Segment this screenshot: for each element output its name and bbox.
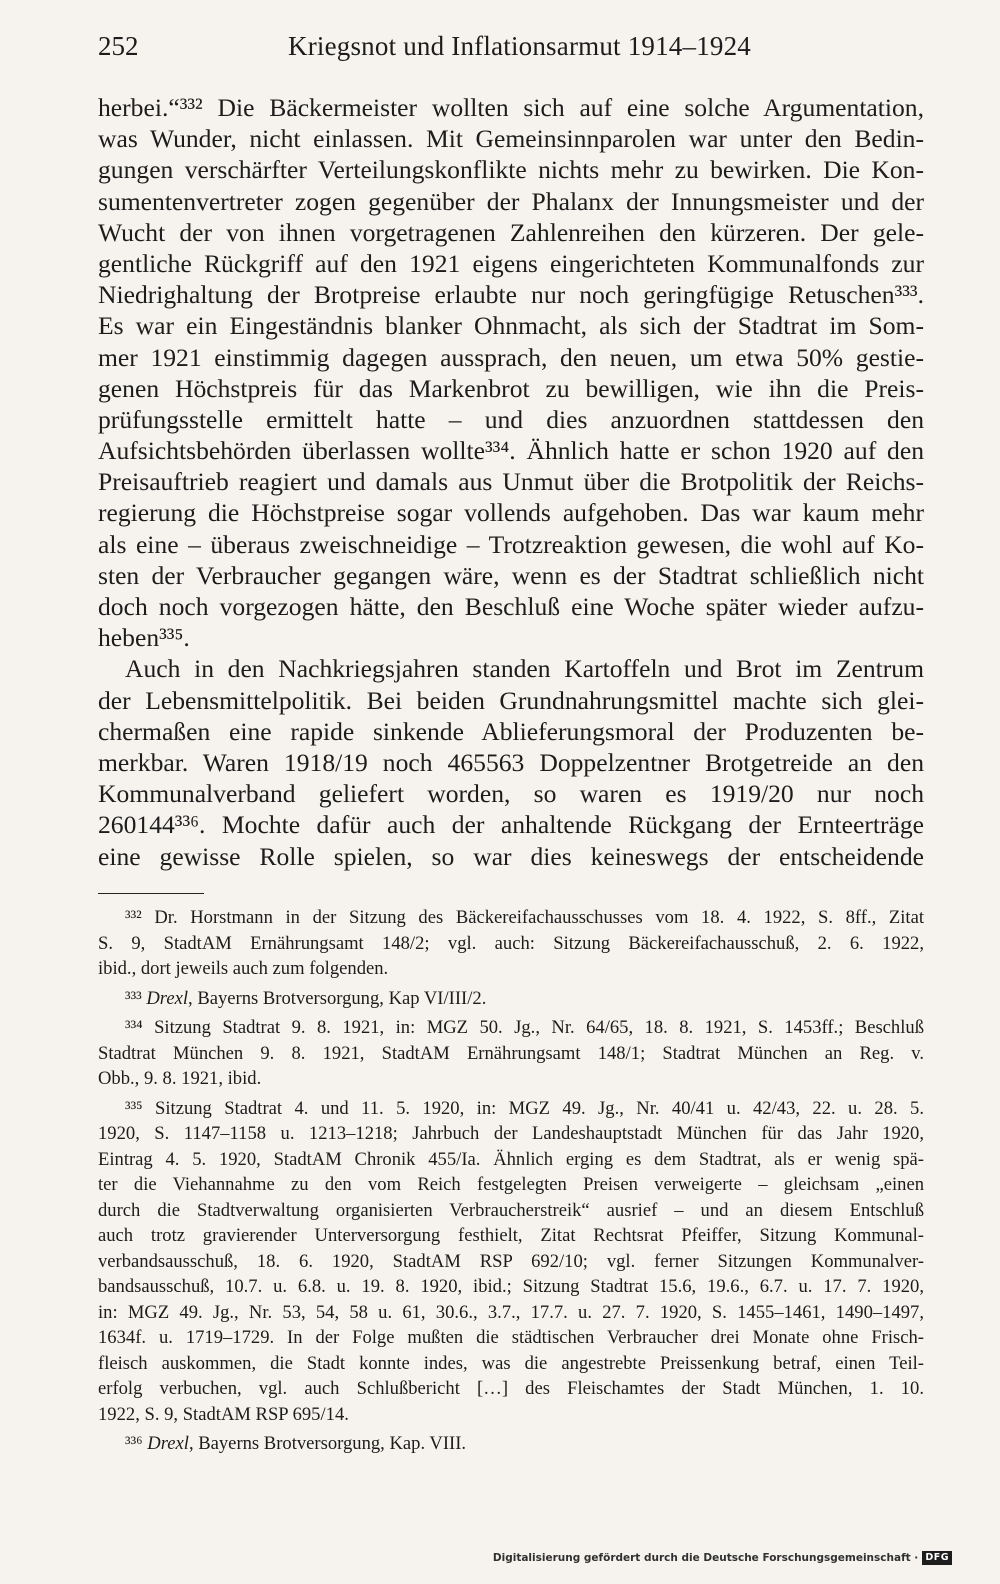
footnote-335-line: 1922, S. 9, StadtAM RSP 695/14. (98, 1403, 349, 1425)
footnote-335-line: bandsausschuß, 10.7. u. 6.8. u. 19. 8. 1920, ibid.; Sitzung Stadtrat 15.6, 19.6., 6.7. u. 17. 7. 1920, (98, 1276, 924, 1297)
body-line: herbei.“³³² Die Bäckermeister wollten sich auf eine solche Argumentation, (98, 93, 924, 122)
body-line: gungen verschärfter Verteilungskonflikte nichts mehr zu bewirken. Die Kon- (98, 155, 924, 185)
footnote-332-line: ³³² Dr. Horstmann in der Sitzung des Bäckereifachausschusses vom 18. 4. 1922, S. 8ff., Zitat (125, 907, 924, 928)
footnote-335-line: ³³⁵ Sitzung Stadtrat 4. und 11. 5. 1920, in: MGZ 49. Jg., Nr. 40/41 u. 42/43, 22. u. 28. 5. (125, 1097, 924, 1119)
digitization-credit (493, 1550, 952, 1566)
body-line: prüfungsstelle ermittelt hatte – und dies anzuordnen stattdessen den (98, 404, 924, 434)
footnote-335-line: 1920, S. 1147–1158 u. 1213–1218; Jahrbuch der Landeshauptstadt München für das Jahr 1920, (98, 1123, 924, 1144)
body-line: Auch in den Nachkriegsjahren standen Kartoffeln und Brot im Zentrum (125, 654, 924, 684)
footnote-separator (98, 893, 204, 894)
page-number: 252 (98, 31, 139, 61)
body-line: Es war ein Eingeständnis blanker Ohnmacht, als sich der Stadtrat im Som- (98, 311, 924, 341)
footnote-335-line: 1634f. u. 1719–1729. In der Folge mußten die städtischen Verbraucher drei Monate ohne Frisch- (98, 1327, 924, 1348)
body-line: genen Höchstpreis für das Markenbrot zu bewilligen, wie ihn die Preis- (98, 373, 924, 403)
body-line: Niedrighaltung der Brotpreise erlaubte nur noch geringfügige Retuschen³³³. (98, 280, 924, 310)
body-line: Preisauftrieb reagiert und damals aus Unmut über die Brotpolitik der Reichs- (98, 467, 924, 497)
footnote-335-line: fleisch auskommen, die Stadt konnte indes, was die angestrebte Preissenkung betraf, einen Teil- (98, 1352, 924, 1374)
footnote-334-line: Stadtrat München 9. 8. 1921, StadtAM Ernährungsamt 148/1; Stadtrat München an Reg. v. (98, 1042, 924, 1064)
body-line: als eine – überaus zweischneidige – Trotzreaktion gewesen, die wohl auf Ko- (98, 529, 924, 559)
body-line: sumentenvertreter zogen gegenüber der Phalanx der Innungsmeister und der (98, 186, 924, 216)
dfg-logo: DFG (922, 1551, 952, 1565)
running-title: Kriegsnot und Inflationsarmut 1914–1924 (288, 31, 751, 61)
footnote-333-line: ³³³ Drexl, Bayerns Brotversorgung, Kap VI/III/2. (125, 987, 487, 1009)
footnote-332-line: S. 9, StadtAM Ernährungsamt 148/2; vgl. auch: Sitzung Bäckereifachausschuß, 2. 6. 1922, (98, 932, 924, 954)
body-line: 260144³³⁶. Mochte dafür auch der anhaltende Rückgang der Ernteerträge (98, 810, 924, 840)
footnote-335-line: durch die Stadtverwaltung organisierten Verbraucherstreik“ ausrief – und an diesem Entschluß (98, 1199, 924, 1221)
main-text (98, 92, 924, 872)
body-line: doch noch vorgezogen hätte, den Beschluß eine Woche später wieder aufzu- (98, 592, 924, 621)
footnote-335-line: verbandsausschuß, 18. 6. 1920, StadtAM RSP 692/10; vgl. ferner Sitzungen Kommunalver- (98, 1250, 924, 1272)
body-line: mer 1921 einstimmig dagegen aussprach, den neuen, um etwa 50% gestie- (98, 342, 924, 372)
body-line: was Wunder, nicht einlassen. Mit Gemeinsinnparolen war unter den Bedin- (98, 124, 924, 154)
footnote-335-line: Eintrag 4. 5. 1920, StadtAM Chronik 455/Ia. Ähnlich erging es dem Stadtrat, als er wenig spä- (98, 1148, 924, 1170)
body-line: eine gewisse Rolle spielen, so war dies keineswegs der entscheidende (98, 841, 924, 871)
body-line: Kommunalverband geliefert worden, so waren es 1919/20 nur noch (98, 779, 924, 809)
body-line: heben³³⁵. (98, 623, 190, 653)
footnote-334-line: ³³⁴ Sitzung Stadtrat 9. 8. 1921, in: MGZ 50. Jg., Nr. 64/65, 18. 8. 1921, S. 1453ff.; Beschluß (125, 1017, 924, 1038)
footnote-335-line: ter die Viehannahme zu den vom Reich festgelegten Preisen verweigerte – gleichsam „einen (98, 1174, 924, 1195)
body-line: gentliche Rückgriff auf den 1921 eigens eingerichteten Kommunalfonds zur (98, 248, 924, 278)
body-line: sten der Verbraucher gegangen wäre, wenn es der Stadtrat schließlich nicht (98, 560, 924, 590)
footnotes (98, 905, 924, 1457)
body-line: Aufsichtsbehörden überlassen wollte³³⁴. Ähnlich hatte er schon 1920 auf den (98, 436, 924, 466)
footnote-335-line: in: MGZ 49. Jg., Nr. 53, 54, 58 u. 61, 30.6., 3.7., 17.7. u. 27. 7. 1920, S. 1455–1461, 1490–1497, (98, 1301, 924, 1323)
running-head (98, 28, 888, 68)
body-line: Wucht der von ihnen vorgetragenen Zahlenreihen den kürzeren. Der gele- (98, 217, 924, 247)
body-line: regierung die Höchstpreise sogar vollends aufgehoben. Das war kaum mehr (98, 498, 924, 528)
credit-text: Digitalisierung gefördert durch die Deutsche Forschungsgemeinschaft · (492, 1552, 919, 1564)
body-line: merkbar. Waren 1918/19 noch 465563 Doppelzentner Brotgetreide an den (98, 747, 924, 777)
footnote-332-line: ibid., dort jeweils auch zum folgenden. (98, 958, 389, 979)
footnote-336-line: ³³⁶ Drexl, Bayerns Brotversorgung, Kap. VIII. (125, 1433, 467, 1454)
footnote-334-line: Obb., 9. 8. 1921, ibid. (98, 1068, 262, 1089)
body-line: der Lebensmittelpolitik. Bei beiden Grundnahrungsmittel machte sich glei- (98, 685, 924, 715)
footnote-335-line: auch trotz gravierender Unterversorgung festhielt, Zitat Rechtsrat Pfeiffer, Sitzung Kommunal- (98, 1225, 924, 1246)
body-line: chermaßen eine rapide sinkende Ablieferungsmoral der Produzenten be- (98, 716, 924, 746)
footnote-335-line: erfolg verbuchen, vgl. auch Schlußbericht […] des Fleischamtes der Stadt München, 1. 10. (98, 1378, 924, 1399)
